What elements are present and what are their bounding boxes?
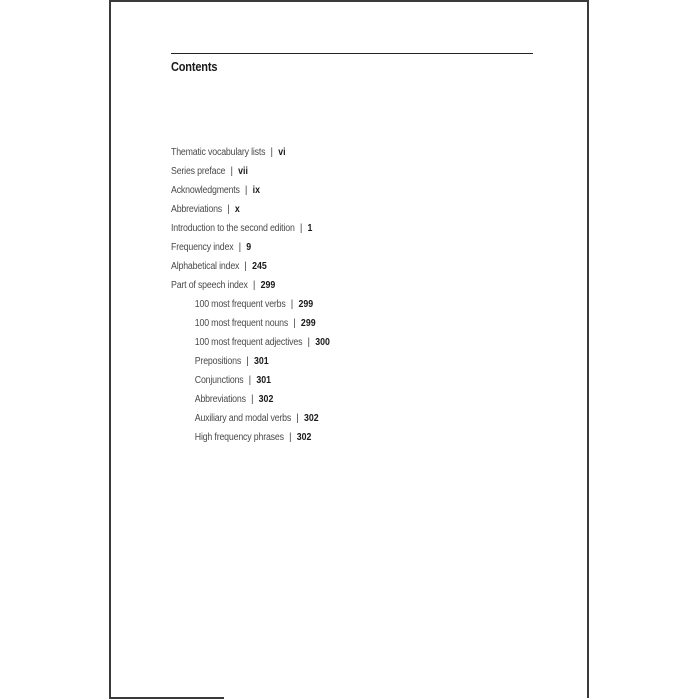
toc-separator: | xyxy=(248,375,252,386)
toc-separator: | xyxy=(299,223,303,234)
toc-subentry[interactable] xyxy=(171,428,330,447)
toc-separator: | xyxy=(289,432,292,443)
toc-entry-title: Alphabetical index xyxy=(171,261,240,272)
toc-entry[interactable] xyxy=(171,238,330,257)
toc-separator: | xyxy=(307,337,310,348)
toc-entry[interactable] xyxy=(171,200,330,219)
toc-subentry[interactable] xyxy=(171,371,330,390)
toc-subentry[interactable] xyxy=(171,352,330,371)
toc-entry-title: High frequency phrases xyxy=(194,432,284,443)
toc-entry-title: Conjunctions xyxy=(194,375,244,386)
toc-entry-title: Abbreviations xyxy=(194,394,246,405)
toc-entry-page: 299 xyxy=(298,299,314,310)
toc-entry-page: 302 xyxy=(258,394,274,405)
toc-subentry[interactable] xyxy=(171,314,330,333)
toc-entry-page: vi xyxy=(278,147,286,158)
toc-separator: | xyxy=(251,394,254,405)
toc-entry-page: 299 xyxy=(260,280,276,291)
page-bottom-edge xyxy=(109,697,224,699)
toc-subentry[interactable] xyxy=(171,409,330,428)
heading-rule xyxy=(171,53,533,54)
toc-entry-page: 302 xyxy=(296,432,312,443)
toc-entry-page: 301 xyxy=(256,375,272,386)
toc-separator: | xyxy=(230,166,233,177)
toc-entry-title: Auxiliary and modal verbs xyxy=(194,413,292,424)
toc-entry[interactable] xyxy=(171,143,330,162)
toc-entry[interactable] xyxy=(171,162,330,181)
toc-entry-title: Thematic vocabulary lists xyxy=(171,147,266,158)
toc-entry-title: Part of speech index xyxy=(171,280,248,291)
toc-entry-page: ix xyxy=(252,185,260,196)
toc-entry-title: Introduction to the second edition xyxy=(171,223,295,234)
toc-entry-page: 300 xyxy=(315,337,330,348)
toc-entry-title: 100 most frequent nouns xyxy=(194,318,289,329)
toc-entry[interactable] xyxy=(171,257,330,276)
toc-separator: | xyxy=(270,147,273,158)
toc-separator: | xyxy=(252,280,256,291)
toc-separator: | xyxy=(290,299,294,310)
toc-separator: | xyxy=(245,185,248,196)
document-page xyxy=(109,0,589,698)
toc-subentry[interactable] xyxy=(171,333,330,352)
toc-entry-page: x xyxy=(234,204,240,215)
toc-entry-page: 245 xyxy=(252,261,267,272)
contents-heading: Contents xyxy=(171,60,218,74)
toc-separator: | xyxy=(246,356,249,367)
toc-entry[interactable] xyxy=(171,276,330,295)
toc-entry[interactable] xyxy=(171,219,330,238)
toc-entry-title: Abbreviations xyxy=(171,204,223,215)
toc-entry[interactable] xyxy=(171,181,330,200)
toc-entry-title: 100 most frequent verbs xyxy=(194,299,286,310)
toc-entry-title: Series preface xyxy=(171,166,226,177)
table-of-contents xyxy=(171,143,352,447)
toc-entry-page: 302 xyxy=(303,413,319,424)
toc-entry-title: Acknowledgments xyxy=(171,185,240,196)
toc-entry-page: 9 xyxy=(246,242,252,253)
toc-separator: | xyxy=(238,242,242,253)
toc-separator: | xyxy=(293,318,296,329)
toc-entry-page: 299 xyxy=(300,318,316,329)
toc-entry-page: vii xyxy=(238,166,248,177)
toc-separator: | xyxy=(227,204,230,215)
toc-entry-title: 100 most frequent adjectives xyxy=(194,337,303,348)
toc-separator: | xyxy=(244,261,247,272)
toc-separator: | xyxy=(296,413,299,424)
toc-entry-page: 1 xyxy=(307,223,313,234)
toc-subentry[interactable] xyxy=(171,390,330,409)
toc-entry-page: 301 xyxy=(253,356,269,367)
toc-entry-title: Frequency index xyxy=(171,242,234,253)
toc-subentry[interactable] xyxy=(171,295,330,314)
toc-entry-title: Prepositions xyxy=(194,356,242,367)
